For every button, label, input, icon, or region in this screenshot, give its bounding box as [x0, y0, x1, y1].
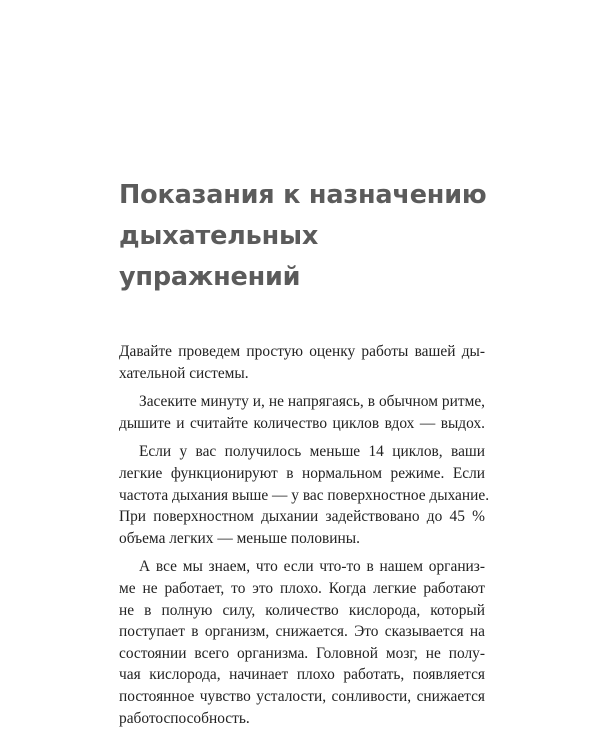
- paragraph-consequences: [119, 556, 485, 729]
- text-line: состоянии всего организма. Головной мозг, не полу-: [119, 644, 485, 662]
- text-line: постоянное чувство усталости, сонливости, снижается: [119, 687, 485, 705]
- text-line: частота дыхания выше — у вас поверхностное дыхание.: [119, 486, 490, 504]
- text-line: легкие функционируют в нормальном режиме. Если: [119, 464, 485, 482]
- text-line: дышите и считайте количество циклов вдох — выдох.: [119, 414, 485, 432]
- text-line: Давайте проведем простую оценку работы вашей ды-: [119, 343, 485, 360]
- text-line: объема легких — меньше половины.: [119, 529, 360, 547]
- text-line: чая кислорода, начинает плохо работать, появляется: [119, 666, 485, 684]
- paragraph-intro: [119, 341, 485, 384]
- heading-line: дыхательных: [119, 221, 319, 251]
- text-line: не в полную силу, количество кислорода, который: [119, 601, 485, 619]
- heading-line: Показания к назначению: [119, 180, 487, 210]
- text-line: хательной системы.: [119, 364, 249, 382]
- text-line: Засеките минуту и, не напрягаясь, в обычном ритме,: [139, 393, 485, 411]
- heading-line: упражнений: [119, 262, 301, 292]
- text-line: ме не работает, то это плохо. Когда легкие работают: [119, 579, 485, 597]
- text-line: поступает в организм, снижается. Это сказывается на: [119, 623, 485, 641]
- text-line: При поверхностном дыхании задействовано до 45 %: [119, 508, 485, 526]
- text-line: Если у вас получилось меньше 14 циклов, ваши: [139, 443, 485, 461]
- paragraph-measure: [119, 391, 485, 434]
- text-line: работоспособность.: [119, 709, 250, 727]
- body-text: [119, 341, 490, 736]
- chapter-heading: [119, 175, 499, 298]
- paragraph-result: [119, 441, 490, 549]
- text-line: А все мы знаем, что если что-то в нашем организ-: [139, 558, 485, 576]
